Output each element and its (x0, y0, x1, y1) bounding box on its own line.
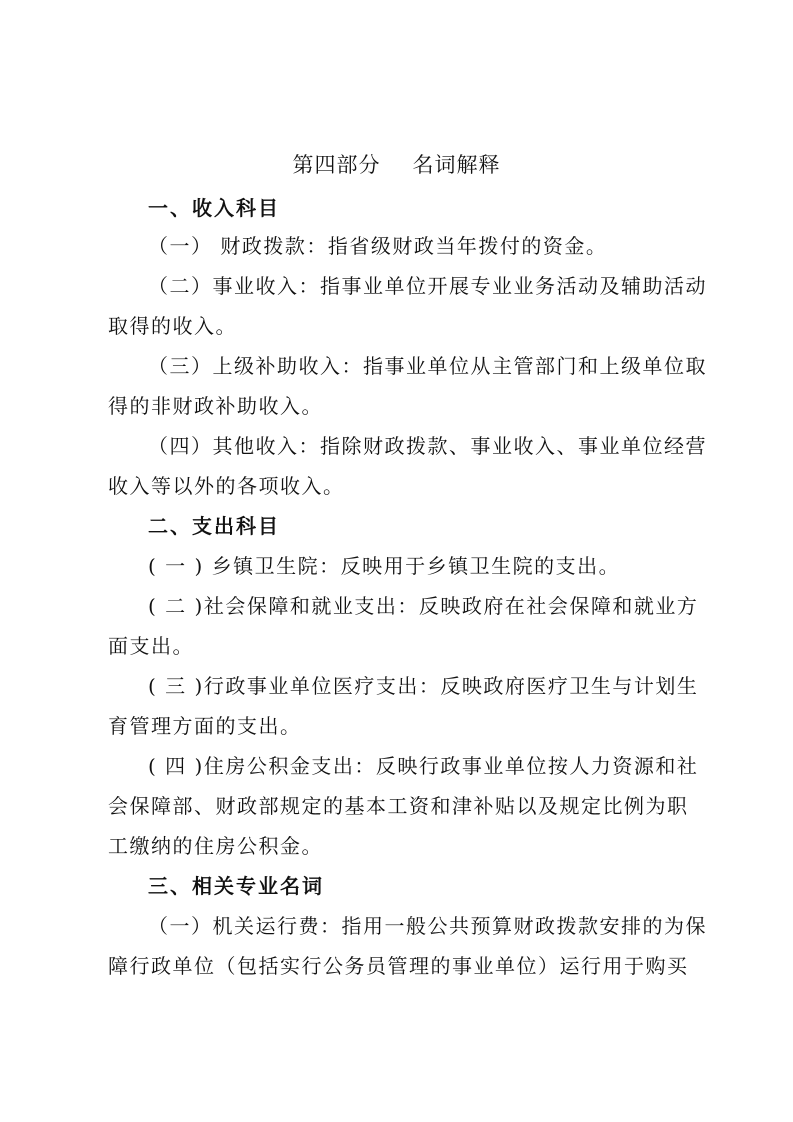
terms-item-1-line-1: （一）机关运行费：指用一般公共预算财政拨款安排的为保 (148, 914, 707, 938)
page-title (0, 152, 793, 178)
expenditure-item-3-line-2: 育管理方面的支出。 (108, 714, 302, 738)
expenditure-item-2-line-2: 面支出。 (108, 634, 194, 658)
title-part: 第四部分 (292, 153, 381, 177)
income-item-2-line-1: （二）事业收入：指事业单位开展专业业务活动及辅助活动 (148, 274, 707, 298)
expenditure-item-3-line-1: ( 三 )行政事业单位医疗支出：反映政府医疗卫生与计划生 (148, 674, 699, 698)
terms-item-1-line-2: 障行政单位（包括实行公务员管理的事业单位）运行用于购买 (108, 954, 689, 978)
income-item-4-line-1: （四）其他收入：指除财政拨款、事业收入、事业单位经营 (148, 434, 707, 458)
income-item-3-line-2: 得的非财政补助收入。 (108, 394, 323, 418)
income-item-4-line-2: 收入等以外的各项收入。 (108, 474, 345, 498)
income-item-2-line-2: 取得的收入。 (108, 314, 237, 338)
income-item-1-line-1: （一） 财政拨款：指省级财政当年拨付的资金。 (148, 234, 608, 258)
section-heading-income: 一、收入科目 (148, 196, 280, 220)
title-name: 名词解释 (412, 153, 501, 177)
expenditure-item-1-line-1: ( 一 ) 乡镇卫生院：反映用于乡镇卫生院的支出。 (148, 554, 621, 578)
section-heading-expenditure: 二、支出科目 (148, 514, 280, 538)
income-item-3-line-1: （三）上级补助收入：指事业单位从主管部门和上级单位取 (148, 354, 707, 378)
expenditure-item-4-line-1: ( 四 )住房公积金支出：反映行政事业单位按人力资源和社 (148, 754, 699, 778)
expenditure-item-2-line-1: ( 二 )社会保障和就业支出：反映政府在社会保障和就业方 (148, 594, 699, 618)
section-heading-terms: 三、相关专业名词 (148, 874, 324, 898)
expenditure-item-4-line-2: 会保障部、财政部规定的基本工资和津补贴以及规定比例为职 (108, 794, 689, 818)
expenditure-item-4-line-3: 工缴纳的住房公积金。 (108, 834, 323, 858)
